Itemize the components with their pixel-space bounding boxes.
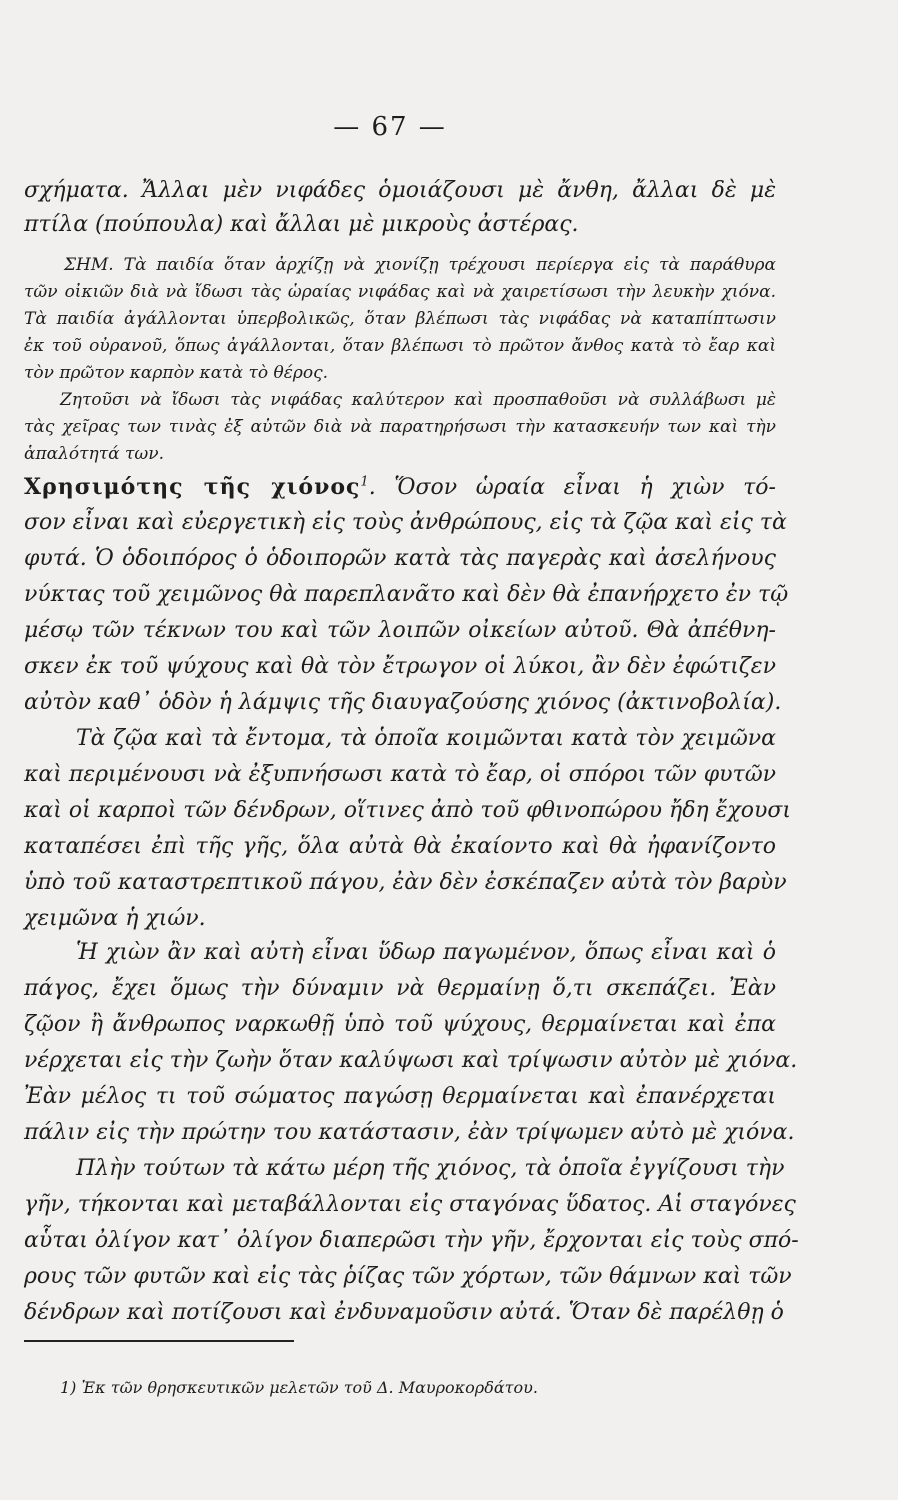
footnote-divider: [24, 1340, 294, 1342]
footnote-marker: 1: [360, 474, 369, 490]
note-line: Ζητοῦσι νὰ ἴδωσι τὰς νιφάδας καλύτερον καὶ προσπαθοῦσι νὰ συλλάβωσι μὲ: [60, 390, 776, 410]
text-line: Πλὴν τούτων τὰ κάτω μέρη τῆς χιόνος, τὰ ὁποῖα ἐγγίζουσι τὴν: [76, 1156, 785, 1181]
text-line: φυτά. Ὁ ὁδοιπόρος ὁ ὁδοιπορῶν κατὰ τὰς παγερὰς καὶ ἀσελήνους: [24, 546, 776, 571]
note-line: ἐκ τοῦ οὐρανοῦ, ὅπως ἀγάλλονται, ὅταν βλέπωσι τὸ πρῶτον ἄνθος κατὰ τὸ ἔαρ καὶ: [24, 336, 776, 356]
text-line: νύκτας τοῦ χειμῶνος θὰ παρεπλανᾶτο καὶ δὲν θὰ ἐπανήρχετο ἐν τῷ: [24, 582, 789, 607]
page-number: — 67 —: [333, 112, 447, 142]
text-line: ὑπὸ τοῦ καταστρεπτικοῦ πάγου, ἐὰν δὲν ἐσκέπαζεν αὐτὰ τὸν βαρὺν: [24, 870, 787, 895]
text-line: ζῷον ἢ ἄνθρωπος ναρκωθῇ ὑπὸ τοῦ ψύχους, θερμαίνεται καὶ ἐπα: [24, 1012, 776, 1037]
note-line: τὰς χεῖρας των τινὰς ἐξ αὐτῶν διὰ νὰ παρατηρήσωσι τὴν κατασκευήν των καὶ τὴν: [24, 417, 776, 437]
text-line: καταπέσει ἐπὶ τῆς γῆς, ὅλα αὐτὰ θὰ ἐκαίοντο καὶ θὰ ἠφανίζοντο: [24, 834, 776, 859]
text-line: ρους τῶν φυτῶν καὶ εἰς τὰς ῥίζας τῶν χόρτων, τῶν θάμνων καὶ τῶν: [24, 1264, 792, 1289]
note-line: τὸν πρῶτον καρπὸν κατὰ τὸ θέρος.: [24, 363, 329, 383]
note-line: τῶν οἰκιῶν διὰ νὰ ἴδωσι τὰς ὡραίας νιφάδας καὶ νὰ χαιρετίσωσι τὴν λευκὴν χιόνα.: [24, 282, 776, 302]
text-line: σχήματα. Ἄλλαι μὲν νιφάδες ὁμοιάζουσι μὲ ἄνθη, ἄλλαι δὲ μὲ: [24, 178, 776, 203]
text-line: σον εἶναι καὶ εὐεργετικὴ εἰς τοὺς ἀνθρώπους, εἰς τὰ ζῷα καὶ εἰς τὰ: [24, 510, 787, 535]
text-line: Ἡ χιὼν ἂν καὶ αὐτὴ εἶναι ὕδωρ παγωμένον, ὅπως εἶναι καὶ ὁ: [76, 940, 776, 965]
text-line: αὐτὸν καθ᾽ ὁδὸν ἡ λάμψις τῆς διαυγαζούσης χιόνος (ἀκτινοβολία).: [24, 690, 782, 715]
section-heading-line: [24, 474, 776, 500]
text-line: καὶ οἱ καρποὶ τῶν δένδρων, οἵτινες ἀπὸ τοῦ φθινοπώρου ἤδη ἔχουσι: [24, 798, 792, 823]
text-line: δένδρων καὶ ποτίζουσι καὶ ἐνδυναμοῦσιν αὐτά. Ὅταν δὲ παρέλθῃ ὁ: [24, 1300, 784, 1325]
note-line: ἁπαλότητά των.: [24, 444, 165, 464]
text-line: πάγος, ἔχει ὅμως τὴν δύναμιν νὰ θερμαίνῃ ὅ,τι σκεπάζει. Ἐὰν: [24, 976, 776, 1001]
text-line: αὗται ὀλίγον κατ᾽ ὀλίγον διαπερῶσι τὴν γῆν, ἔρχονται εἰς τοὺς σπό-: [24, 1228, 799, 1253]
text-line: Ἐὰν μέλος τι τοῦ σώματος παγώσῃ θερμαίνεται καὶ ἐπανέρχεται: [24, 1084, 776, 1109]
text-line-continuation: . Ὅσον ὡραία εἶναι ἡ χιὼν τό-: [368, 475, 776, 500]
text-line: Τὰ ζῷα καὶ τὰ ἔντομα, τὰ ὁποῖα κοιμῶνται κατὰ τὸν χειμῶνα: [76, 726, 776, 751]
text-line: καὶ περιμένουσι νὰ ἐξυπνήσωσι κατὰ τὸ ἔαρ, οἱ σπόροι τῶν φυτῶν: [24, 762, 777, 787]
text-line: σκεν ἐκ τοῦ ψύχους καὶ θὰ τὸν ἔτρωγον οἱ λύκοι, ἂν δὲν ἐφώτιζεν: [24, 654, 776, 679]
section-title: Χρησιμότης τῆς χιόνος: [24, 474, 361, 500]
text-line: χειμῶνα ἡ χιών.: [24, 906, 206, 931]
footnote: 1) Ἐκ τῶν θρησκευτικῶν μελετῶν τοῦ Δ. Μαυροκορδάτου.: [60, 1378, 538, 1397]
text-line: μέσῳ τῶν τέκνων του καὶ τῶν λοιπῶν οἰκείων αὐτοῦ. Θὰ ἀπέθνη-: [24, 618, 776, 643]
text-line: νέρχεται εἰς τὴν ζωὴν ὅταν καλύψωσι καὶ τρίψωσιν αὐτὸν μὲ χιόνα.: [24, 1048, 798, 1073]
text-line: πάλιν εἰς τὴν πρώτην του κατάστασιν, ἐὰν τρίψωμεν αὐτὸ μὲ χιόνα.: [24, 1120, 795, 1145]
note-line: ΣΗΜ. Τὰ παιδία ὅταν ἀρχίζῃ νὰ χιονίζῃ τρέχουσι περίεργα εἰς τὰ παράθυρα: [64, 255, 776, 275]
text-line: πτίλα (πούπουλα) καὶ ἄλλαι μὲ μικροὺς ἀστέρας.: [24, 212, 579, 237]
text-line: γῆν, τήκονται καὶ μεταβάλλονται εἰς σταγόνας ὕδατος. Αἱ σταγόνες: [24, 1192, 796, 1217]
note-line: Τὰ παιδία ἀγάλλονται ὑπερβολικῶς, ὅταν βλέπωσι τὰς νιφάδας νὰ καταπίπτωσιν: [24, 309, 776, 329]
